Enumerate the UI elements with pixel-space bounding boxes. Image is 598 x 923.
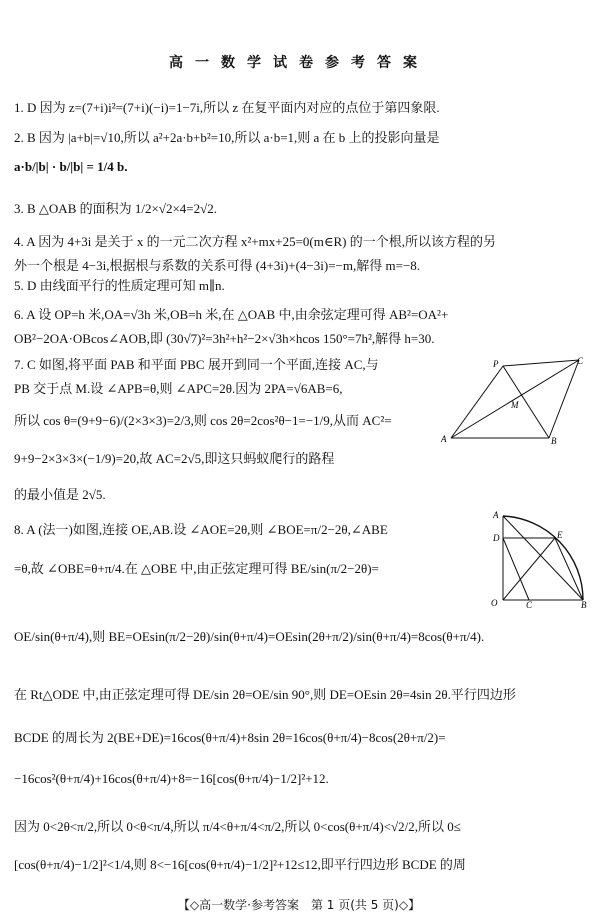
answer-line-4: 3. B △OAB 的面积为 1/2×√2×4=2√2.: [14, 201, 217, 216]
answer-line-8: 6. A 设 OP=h 米,OA=√3h 米,OB=h 米,在 △OAB 中,由余弦定理可得 AB²=OA²+: [14, 307, 449, 322]
fig8-label-O: O: [491, 598, 498, 608]
answer-line-3: a·b/|b| · b/|b| = 1/4 b.: [14, 159, 128, 174]
fig8-label-C: C: [526, 600, 533, 610]
answer-line-11: PB 交于点 M.设 ∠APB=θ,则 ∠APC=2θ.因为 2PA=√6AB=6,: [14, 381, 343, 396]
answer-line-16: =θ,故 ∠OBE=θ+π/4.在 △OBE 中,由正弦定理可得 BE/sin(π/2−2θ)=: [14, 561, 379, 576]
fig7-label-C: C: [577, 356, 584, 366]
answer-line-17: OE/sin(θ+π/4),则 BE=OEsin(π/2−2θ)/sin(θ+π/4)=OEsin(2θ+π/2)/sin(θ+π/4)=8cos(θ+π/4).: [14, 629, 485, 644]
answer-line-20: −16cos²(θ+π/4)+16cos(θ+π/4)+8=−16[cos(θ+π/4)−1/2]²+12.: [14, 771, 329, 786]
fig7-label-P: P: [493, 359, 499, 369]
answer-line-7: 5. D 由线面平行的性质定理可知 m∥n.: [14, 278, 225, 293]
answer-line-5: 4. A 因为 4+3i 是关于 x 的一元二次方程 x²+mx+25=0(m∈R) 的一个根,所以该方程的另: [14, 234, 496, 249]
fig7-label-B: B: [551, 436, 557, 446]
answer-line-14: 的最小值是 2√5.: [14, 487, 106, 502]
fig8-label-E: E: [557, 530, 563, 540]
answer-line-22: [cos(θ+π/4)−1/2]²<1/4,则 8<−16[cos(θ+π/4)−1/2]²+12≤12,即平行四边形 BCDE 的周: [14, 857, 466, 872]
fig8-label-B: B: [581, 600, 587, 610]
answer-line-13: 9+9−2×3×3×(−1/9)=20,故 AC=2√5,即这只蚂蚁爬行的路程: [14, 451, 335, 466]
answer-line-10: 7. C 如图,将平面 PAB 和平面 PBC 展开到同一个平面,连接 AC,与: [14, 357, 379, 372]
fig8-label-D: D: [493, 533, 500, 543]
answer-line-9: OB²−2OA·OBcos∠AOB,即 (30√7)²=3h²+h²−2×√3h×hcos 150°=7h²,解得 h=30.: [14, 331, 435, 346]
fig7-label-A: A: [441, 434, 447, 444]
fig7-label-M: M: [511, 400, 519, 410]
answer-line-15: 8. A (法一)如图,连接 OE,AB.设 ∠AOE=2θ,则 ∠BOE=π/2−2θ,∠ABE: [14, 522, 388, 537]
answer-line-6: 外一个根是 4−3i,根据根与系数的关系可得 (4+3i)+(4−3i)=−m,解得 m=−8.: [14, 258, 421, 273]
fig8-label-A: A: [493, 510, 499, 520]
answer-line-12: 所以 cos θ=(9+9−6)/(2×3×3)=2/3,则 cos 2θ=2cos²θ−1=−1/9,从而 AC²=: [14, 413, 392, 428]
figure-q7: [437, 356, 587, 456]
answer-line-19: BCDE 的周长为 2(BE+DE)=16cos(θ+π/4)+8sin 2θ=16cos(θ+π/4)−8cos(2θ+π/2)=: [14, 730, 446, 745]
page-title: 高一数学试卷参考答案: [169, 55, 429, 71]
answer-line-18: 在 Rt△ODE 中,由正弦定理可得 DE/sin 2θ=OE/sin 90°,则 DE=OEsin 2θ=4sin 2θ.平行四边形: [14, 687, 516, 702]
page-footer: 【◇高一数学·参考答案 第 1 页(共 5 页)◇】: [177, 898, 421, 912]
figure-q8: [485, 508, 589, 612]
answer-line-1: 1. D 因为 z=(7+i)i²=(7+i)(−i)=1−7i,所以 z 在复平面内对应的点位于第四象限.: [14, 100, 440, 115]
answer-line-2: 2. B 因为 |a+b|=√10,所以 a²+2a·b+b²=10,所以 a·b=1,则 a 在 b 上的投影向量是: [14, 130, 440, 145]
answer-line-21: 因为 0<2θ<π/2,所以 0<θ<π/4,所以 π/4<θ+π/4<π/2,所以 0<cos(θ+π/4)<√2/2,所以 0≤: [14, 819, 461, 834]
